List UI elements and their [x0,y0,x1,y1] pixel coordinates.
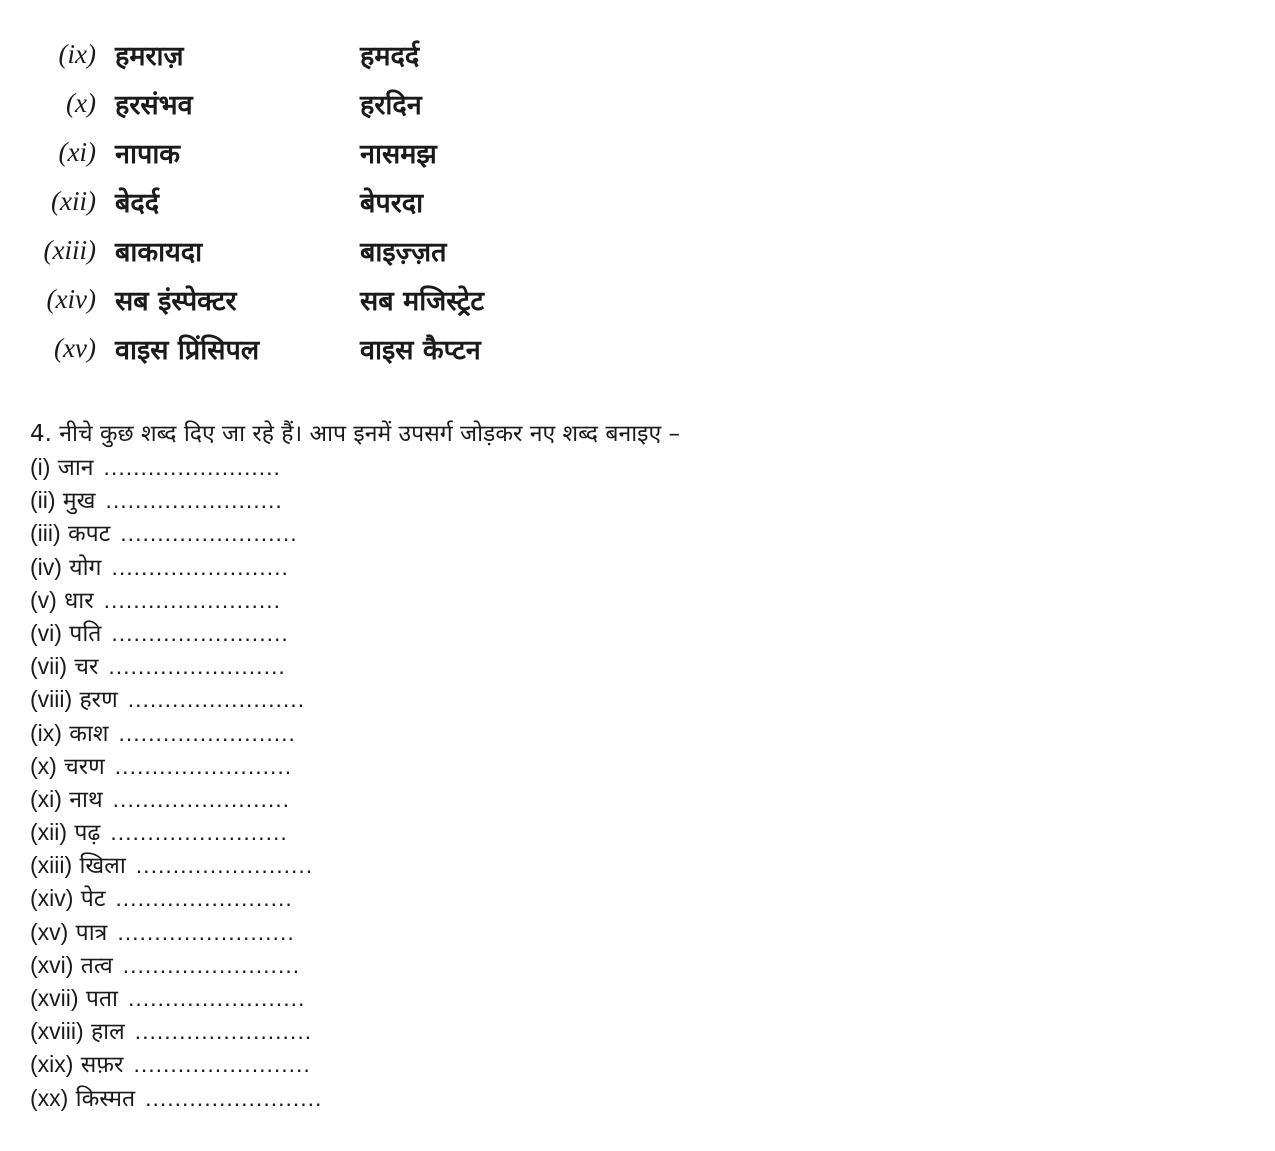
pair-number: (xv) [54,333,96,363]
item-number: (v) [30,586,57,613]
item-number: (xiii) [30,852,73,879]
pair-left-word: बाकायदा [115,237,203,268]
list-item [30,517,322,550]
list-item [30,584,322,617]
list-item [30,451,322,484]
item-word: पात्र [75,919,108,946]
item-word: योग [69,554,102,581]
word-pair-row [0,128,560,177]
item-number: (viii) [30,686,73,713]
pair-right-word: हरदिन [360,90,422,121]
pair-right-word: वाइस कैप्टन [360,335,481,366]
item-number: (xvii) [30,985,79,1011]
item-word: पता [85,986,118,1012]
answer-blank: ........................ [103,454,281,480]
list-item [30,750,322,783]
list-item [30,484,322,517]
list-item [30,916,322,949]
answer-blank: ........................ [103,586,282,613]
item-word: पढ़ [74,820,101,847]
item-number: (xx) [30,1084,69,1111]
list-item [30,717,322,750]
list-item [30,949,322,982]
answer-blank: ........................ [120,520,298,547]
list-item [30,816,322,849]
answer-blank: ........................ [118,719,296,746]
answer-blank: ........................ [105,487,283,514]
answer-blank: ........................ [110,819,288,846]
pair-right-word: सब मजिस्ट्रेट [360,286,484,317]
word-pair-row [0,79,560,128]
item-number: (xi) [30,785,62,812]
item-number: (iv) [30,553,62,580]
answer-blank: ........................ [112,785,291,812]
pair-right-word: नासमझ [360,139,437,170]
item-word: मुख [62,488,96,515]
answer-blank: ........................ [108,653,286,680]
list-item [30,849,322,882]
item-word: चरण [64,753,105,780]
list-item [30,551,322,584]
list-item [30,1015,322,1048]
word-pairs-table [0,30,560,373]
item-word: खिला [79,853,126,880]
pair-right-word: बेपरदा [360,188,424,219]
pair-number: (x) [66,88,96,118]
answer-blank: ........................ [145,1084,323,1111]
answer-blank: ........................ [128,985,306,1011]
answer-blank: ........................ [114,752,293,779]
answer-blank: ........................ [117,918,295,945]
item-word: धार [64,587,94,614]
item-word: काश [69,720,109,747]
pair-left-word: हमराज़ [115,41,184,72]
item-number: (xix) [30,1051,74,1078]
word-pair-row [0,324,560,373]
item-number: (iii) [30,520,61,547]
item-word: किस्मत [75,1085,136,1112]
answer-blank: ........................ [135,852,314,879]
exercise-list [30,451,322,1115]
list-item [30,982,322,1015]
item-word: पति [69,620,102,647]
item-word: हरण [79,687,118,714]
item-word: हाल [90,1019,125,1046]
pair-number: (xii) [51,186,96,216]
word-pair-row [0,226,560,275]
item-number: (ii) [30,487,56,514]
answer-blank: ........................ [122,951,301,978]
pair-left-word: हरसंभव [115,90,193,121]
list-item [30,683,322,716]
item-word: जान [57,455,94,481]
item-number: (i) [30,454,51,480]
item-number: (xviii) [30,1018,84,1045]
item-number: (xvi) [30,951,74,978]
answer-blank: ........................ [134,1018,313,1045]
pair-left-word: वाइस प्रिंसिपल [115,335,260,366]
word-pair-row [0,177,560,226]
list-item [30,882,322,915]
item-number: (x) [30,752,57,779]
pair-number: (ix) [58,39,96,69]
pair-left-word: नापाक [115,139,181,170]
answer-blank: ........................ [111,553,289,580]
pair-number: (xiv) [46,284,96,314]
pair-right-word: हमदर्द [360,41,420,72]
item-word: कपट [67,521,111,548]
pair-right-word: बाइज़्ज़त [360,237,447,268]
list-item [30,650,322,683]
answer-blank: ........................ [115,885,293,912]
word-pair-row [0,30,560,79]
list-item [30,783,322,816]
list-item [30,1082,322,1115]
item-word: चर [74,654,99,681]
answer-blank: ........................ [127,686,306,713]
item-number: (xv) [30,918,69,945]
item-word: तत्व [80,952,113,979]
pair-left-word: सब इंस्पेक्टर [115,286,237,317]
answer-blank: ........................ [133,1051,311,1078]
item-number: (vi) [30,619,62,646]
pair-number: (xiii) [43,235,96,265]
list-item [30,617,322,650]
word-pair-row [0,275,560,324]
item-number: (xiv) [30,885,74,912]
answer-blank: ........................ [111,619,289,646]
item-number: (vii) [30,653,68,680]
pair-number: (xi) [58,137,96,167]
item-number: (ix) [30,719,62,746]
pair-left-word: बेदर्द [115,188,160,219]
question-heading: 4. नीचे कुछ शब्द दिए जा रहे हैं। आप इनमें उपसर्ग जोड़कर नए शब्द बनाइए – [30,421,681,447]
item-word: सफ़र [80,1052,124,1079]
item-word: पेट [80,886,106,913]
item-word: नाथ [69,786,103,813]
item-number: (xii) [30,819,68,846]
list-item [30,1048,322,1081]
